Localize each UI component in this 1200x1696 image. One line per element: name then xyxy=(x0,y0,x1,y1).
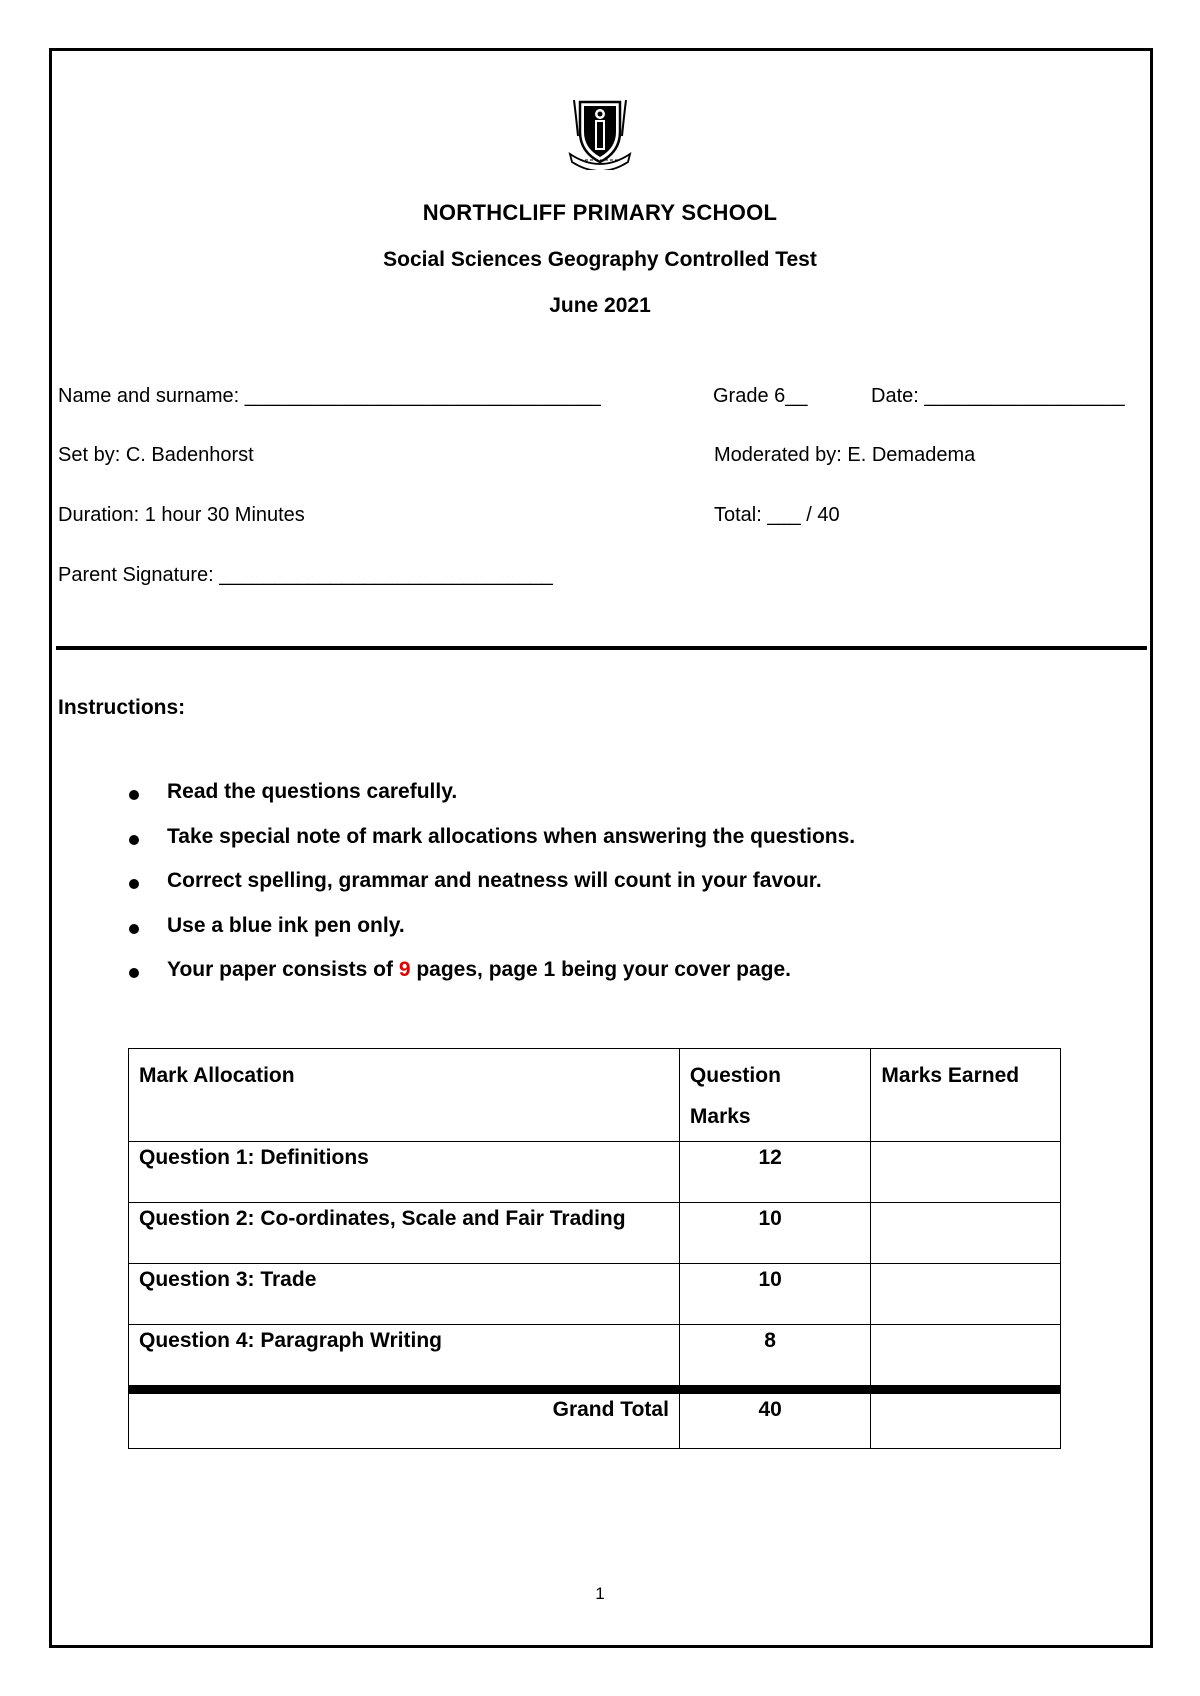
instruction-text-before: Your paper consists of xyxy=(167,958,399,981)
parent-signature-field[interactable]: Parent Signature: ______________________________ xyxy=(58,564,553,586)
row-earned-cell[interactable] xyxy=(871,1264,1061,1325)
test-subject: Social Sciences Geography Controlled Test xyxy=(383,248,817,271)
table-header-row xyxy=(129,1049,1061,1142)
table-row xyxy=(129,1325,1061,1390)
grand-total-label: Grand Total xyxy=(129,1390,680,1449)
mark-allocation-table xyxy=(128,1048,1061,1449)
header-mark-allocation: Mark Allocation xyxy=(129,1049,680,1142)
school-crest-icon xyxy=(566,96,634,170)
instruction-text: Correct spelling, grammar and neatness will count in your favour. xyxy=(167,869,822,892)
name-surname-field[interactable]: Name and surname: ________________________________ xyxy=(58,385,601,407)
table-row xyxy=(129,1142,1061,1203)
instruction-text: Take special note of mark allocations when answering the questions. xyxy=(167,824,856,848)
row-marks: 8 xyxy=(679,1325,870,1390)
instructions-heading: Instructions: xyxy=(58,696,186,719)
header-question-marks-line2: Marks xyxy=(689,1105,751,1128)
row-label: Question 1: Definitions xyxy=(129,1142,680,1203)
moderated-by: Moderated by: E. Demadema xyxy=(714,444,976,466)
table-row xyxy=(129,1203,1061,1264)
instruction-text: Use a blue ink pen only. xyxy=(167,913,405,937)
page-number: 1 xyxy=(595,1584,605,1603)
bullet-icon xyxy=(129,835,139,845)
header-question-marks-line1: Question xyxy=(689,1064,781,1087)
grand-total-row xyxy=(129,1390,1061,1449)
grand-total-earned-cell[interactable] xyxy=(871,1390,1061,1449)
grand-total-marks: 40 xyxy=(679,1390,870,1449)
row-earned-cell[interactable] xyxy=(871,1325,1061,1390)
total-field[interactable]: Total: ___ / 40 xyxy=(714,504,840,526)
table-row xyxy=(129,1264,1061,1325)
row-label: Question 3: Trade xyxy=(129,1264,680,1325)
row-marks: 10 xyxy=(679,1203,870,1264)
school-name: NORTHCLIFF PRIMARY SCHOOL xyxy=(422,200,778,225)
bullet-icon xyxy=(129,924,139,934)
row-earned-cell[interactable] xyxy=(871,1142,1061,1203)
header-question-marks xyxy=(679,1049,870,1142)
duration: Duration: 1 hour 30 Minutes xyxy=(58,504,305,526)
header-marks-earned: Marks Earned xyxy=(871,1049,1061,1142)
page-count-highlight: 9 xyxy=(398,958,411,981)
bullet-icon xyxy=(129,968,139,978)
row-label: Question 4: Paragraph Writing xyxy=(129,1325,680,1390)
grade-field[interactable]: Grade 6__ xyxy=(713,385,808,407)
section-divider xyxy=(56,646,1147,650)
row-marks: 12 xyxy=(679,1142,870,1203)
set-by: Set by: C. Badenhorst xyxy=(58,444,254,466)
test-date: June 2021 xyxy=(549,294,651,317)
row-marks: 10 xyxy=(679,1264,870,1325)
date-field[interactable]: Date: __________________ xyxy=(871,385,1125,407)
bullet-icon xyxy=(129,879,139,889)
row-earned-cell[interactable] xyxy=(871,1203,1061,1264)
instruction-text-after: pages, page 1 being your cover page. xyxy=(410,958,791,981)
row-label: Question 2: Co-ordinates, Scale and Fair Trading xyxy=(129,1203,680,1264)
bullet-icon xyxy=(129,790,139,800)
instruction-text xyxy=(167,958,791,982)
instruction-text: Read the questions carefully. xyxy=(167,780,458,803)
